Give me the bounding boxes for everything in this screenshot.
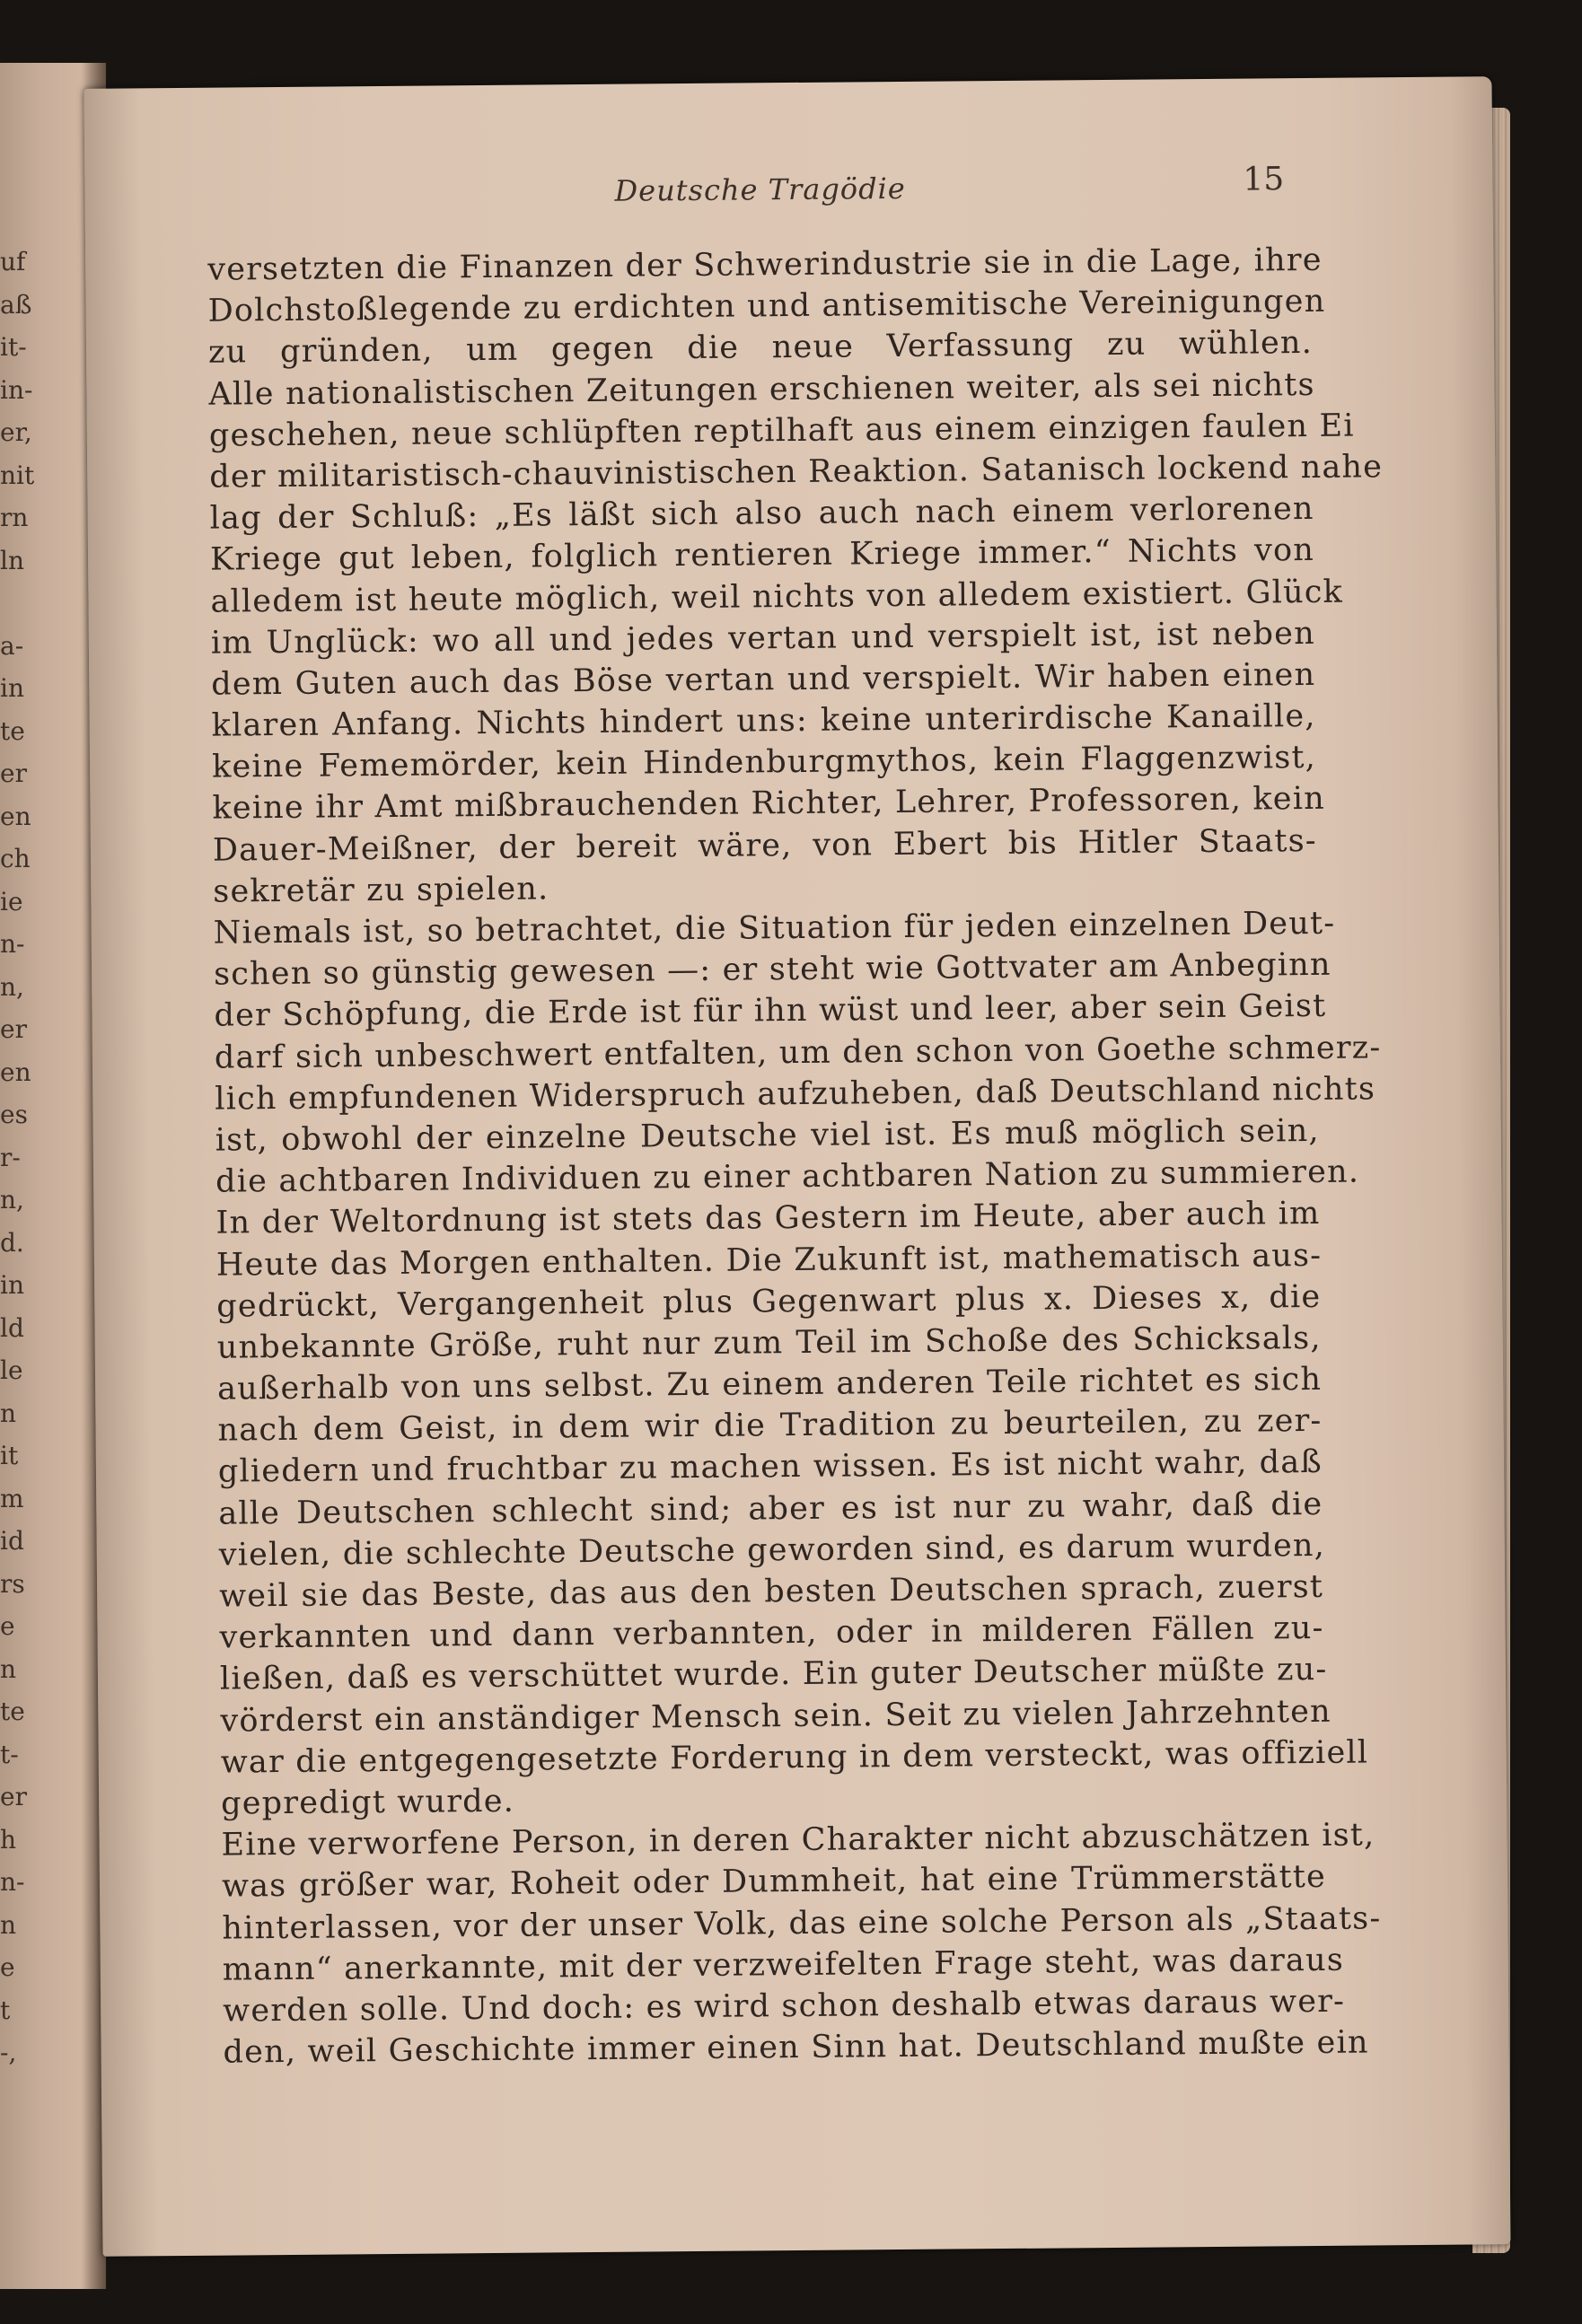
text-line: außerhalb von uns selbst. Zu einem anderen Teile richtet es sich <box>216 1361 1323 1408</box>
text-line: werden solle. Und doch: es wird schon deshalb etwas daraus wer- <box>223 1983 1346 2030</box>
left-fragment: te <box>0 1697 25 1726</box>
left-fragment: n, <box>0 971 24 1002</box>
text-line: sekretär zu spielen. <box>213 871 549 910</box>
text-line: versetzten die Finanzen der Schwerindustrie sie in die Lage, ihre <box>207 241 1323 288</box>
left-fragment: n <box>0 1909 17 1940</box>
text-line: ist, obwohl der einzelne Deutsche viel ist. Es muß möglich sein, <box>215 1112 1320 1159</box>
left-fragment: er, <box>0 417 32 447</box>
left-fragment: in <box>0 673 24 703</box>
left-fragment: r- <box>0 1142 21 1172</box>
text-line: den, weil Geschichte immer einen Sinn hat. Deutschland mußte ein <box>223 2024 1369 2071</box>
left-fragment: it- <box>0 332 27 362</box>
left-fragment: er <box>0 759 27 788</box>
left-fragment: d. <box>0 1227 24 1258</box>
left-fragment <box>0 582 36 625</box>
text-line: Kriege gut leben, folglich rentieren Kriege immer.“ Nichts von <box>209 532 1315 578</box>
left-fragment: a- <box>0 630 24 661</box>
body-text <box>207 240 1384 2074</box>
left-fragment: ie <box>0 886 23 916</box>
left-fragment: ch <box>0 844 31 873</box>
text-line: alledem ist heute möglich, weil nichts von alledem existiert. Glück <box>210 574 1344 620</box>
left-fragment: n, <box>0 1185 24 1215</box>
text-line: verkannten und dann verbannten, oder in milderen Fällen zu- <box>219 1610 1324 1656</box>
running-head: Deutsche Tragödie <box>614 171 906 208</box>
page-number: 15 <box>1243 161 1285 198</box>
text-line: keine ihr Amt mißbrauchenden Richter, Lehrer, Professoren, kein <box>212 781 1326 828</box>
left-fragment: e <box>0 1952 15 1982</box>
left-page-line-fragments <box>0 241 36 2074</box>
text-line: zu gründen, um gegen die neue Verfassung zu wühlen. <box>207 325 1314 372</box>
text-line: gliedern und fruchtbar zu machen wissen. Es ist nicht wahr, daß <box>217 1444 1323 1491</box>
text-line: hinterlassen, vor der unser Volk, das eine solche Person als „Staats- <box>222 1899 1382 1947</box>
left-fragment: ln <box>0 545 24 575</box>
left-fragment: m <box>0 1483 24 1513</box>
text-line: nach dem Geist, in dem wir die Tradition zu beurteilen, zu zer- <box>217 1403 1323 1449</box>
page-header <box>84 161 1492 232</box>
text-line: mann“ anerkannte, mit der verzweifelten Frage steht, was daraus <box>222 1942 1345 1988</box>
text-line: gepredigt wurde. <box>220 1783 515 1822</box>
left-fragment: e <box>0 1611 15 1641</box>
left-fragment: er <box>0 1782 27 1811</box>
left-fragment: n- <box>0 1867 25 1897</box>
left-fragment: id <box>0 1526 24 1556</box>
left-fragment: h <box>0 1824 17 1855</box>
text-line: darf sich unbeschwert entfalten, um den schon von Goethe schmerz- <box>214 1029 1382 1076</box>
left-fragment: er <box>0 1014 27 1044</box>
left-fragment: t- <box>0 1739 19 1769</box>
text-line: dem Guten auch das Böse vertan und verspielt. Wir haben einen <box>211 656 1316 703</box>
left-fragment: in- <box>0 374 33 405</box>
book-page <box>83 76 1510 2257</box>
text-line: ließen, daß es verschüttet wurde. Ein guter Deutscher müßte zu- <box>219 1652 1328 1698</box>
left-fragment: n- <box>0 929 25 959</box>
left-fragment: n <box>0 1653 17 1684</box>
left-fragment: es <box>0 1100 28 1129</box>
text-line: lag der Schluß: „Es läßt sich also auch nach einem verlorenen <box>209 491 1314 537</box>
text-line: der Schöpfung, die Erde ist für ihn wüst und leer, aber sein Geist <box>214 988 1327 1035</box>
text-line: Dauer-Meißner, der bereit wäre, von Ebert bis Hitler Staats- <box>212 822 1318 869</box>
text-line: der militaristisch-chauvinistischen Reaktion. Satanisch lockend nahe <box>209 449 1384 495</box>
left-fragment: t <box>0 1995 11 2025</box>
text-line: Dolchstoßlegende zu erdichten und antisemitische Vereinigungen <box>207 284 1326 329</box>
left-fragment: -, <box>0 2038 17 2067</box>
left-fragment: n <box>0 1398 17 1428</box>
text-line: keine Fememörder, kein Hindenburgmythos, kein Flaggenzwist, <box>211 740 1317 785</box>
left-fragment: rn <box>0 503 29 532</box>
text-line: weil sie das Beste, das aus den besten Deutschen sprach, zuerst <box>218 1568 1324 1615</box>
text-line: Alle nationalistischen Zeitungen erschienen weiter, als sei nichts <box>208 366 1315 413</box>
left-fragment: en <box>0 1057 31 1087</box>
text-line: Niemals ist, so betrachtet, die Situation für jeden einzelnen Deut- <box>213 905 1336 952</box>
text-line: im Unglück: wo all und jedes vertan und verspielt ist, ist neben <box>210 615 1316 662</box>
text-line: was größer war, Roheit oder Dummheit, hat eine Trümmerstätte <box>221 1859 1327 1905</box>
left-fragment: ld <box>0 1312 24 1343</box>
text-line: schen so günstig gewesen —: er steht wie Gottvater am Anbeginn <box>213 946 1332 993</box>
left-fragment: rs <box>0 1568 25 1599</box>
left-fragment: en <box>0 801 31 831</box>
text-line: gedrückt, Vergangenheit plus Gegenwart plus x. Dieses x, die <box>216 1278 1322 1325</box>
text-line: vielen, die schlechte Deutsche geworden sind, es darum wurden, <box>218 1527 1326 1574</box>
text-line: Heute das Morgen enthalten. Die Zukunft ist, mathematisch aus- <box>215 1237 1323 1284</box>
text-line: lich empfundenen Widerspruch aufzuheben, daß Deutschland nichts <box>215 1071 1376 1118</box>
text-line: klaren Anfang. Nichts hindert uns: keine unterirdische Kanaille, <box>211 698 1316 744</box>
text-line: war die entgegengesetzte Forderung in dem versteckt, was offiziell <box>220 1734 1369 1781</box>
left-fragment: it <box>0 1441 19 1470</box>
text-line: geschehen, neue schlüpften reptilhaft aus einem einzigen faulen Ei <box>208 408 1355 454</box>
left-fragment: in <box>0 1270 24 1300</box>
text-line: vörderst ein anständiger Mensch sein. Seit zu vielen Jahrzehnten <box>220 1693 1332 1740</box>
text-line: unbekannte Größe, ruht nur zum Teil im Schoße des Schicksals, <box>216 1320 1322 1366</box>
text-line: die achtbaren Individuen zu einer achtbaren Nation zu summieren. <box>215 1153 1360 1200</box>
text-line: Eine verworfene Person, in deren Charakter nicht abzuschätzen ist, <box>221 1817 1375 1864</box>
text-line: In der Weltordnung ist stets das Gestern im Heute, aber auch im <box>215 1196 1321 1241</box>
left-fragment: te <box>0 715 25 746</box>
text-line: alle Deutschen schlecht sind; aber es ist nur zu wahr, daß die <box>218 1486 1323 1532</box>
left-fragment: nit <box>0 460 35 490</box>
left-fragment: uf <box>0 247 26 276</box>
left-fragment: aß <box>0 289 32 320</box>
left-fragment: le <box>0 1355 23 1385</box>
